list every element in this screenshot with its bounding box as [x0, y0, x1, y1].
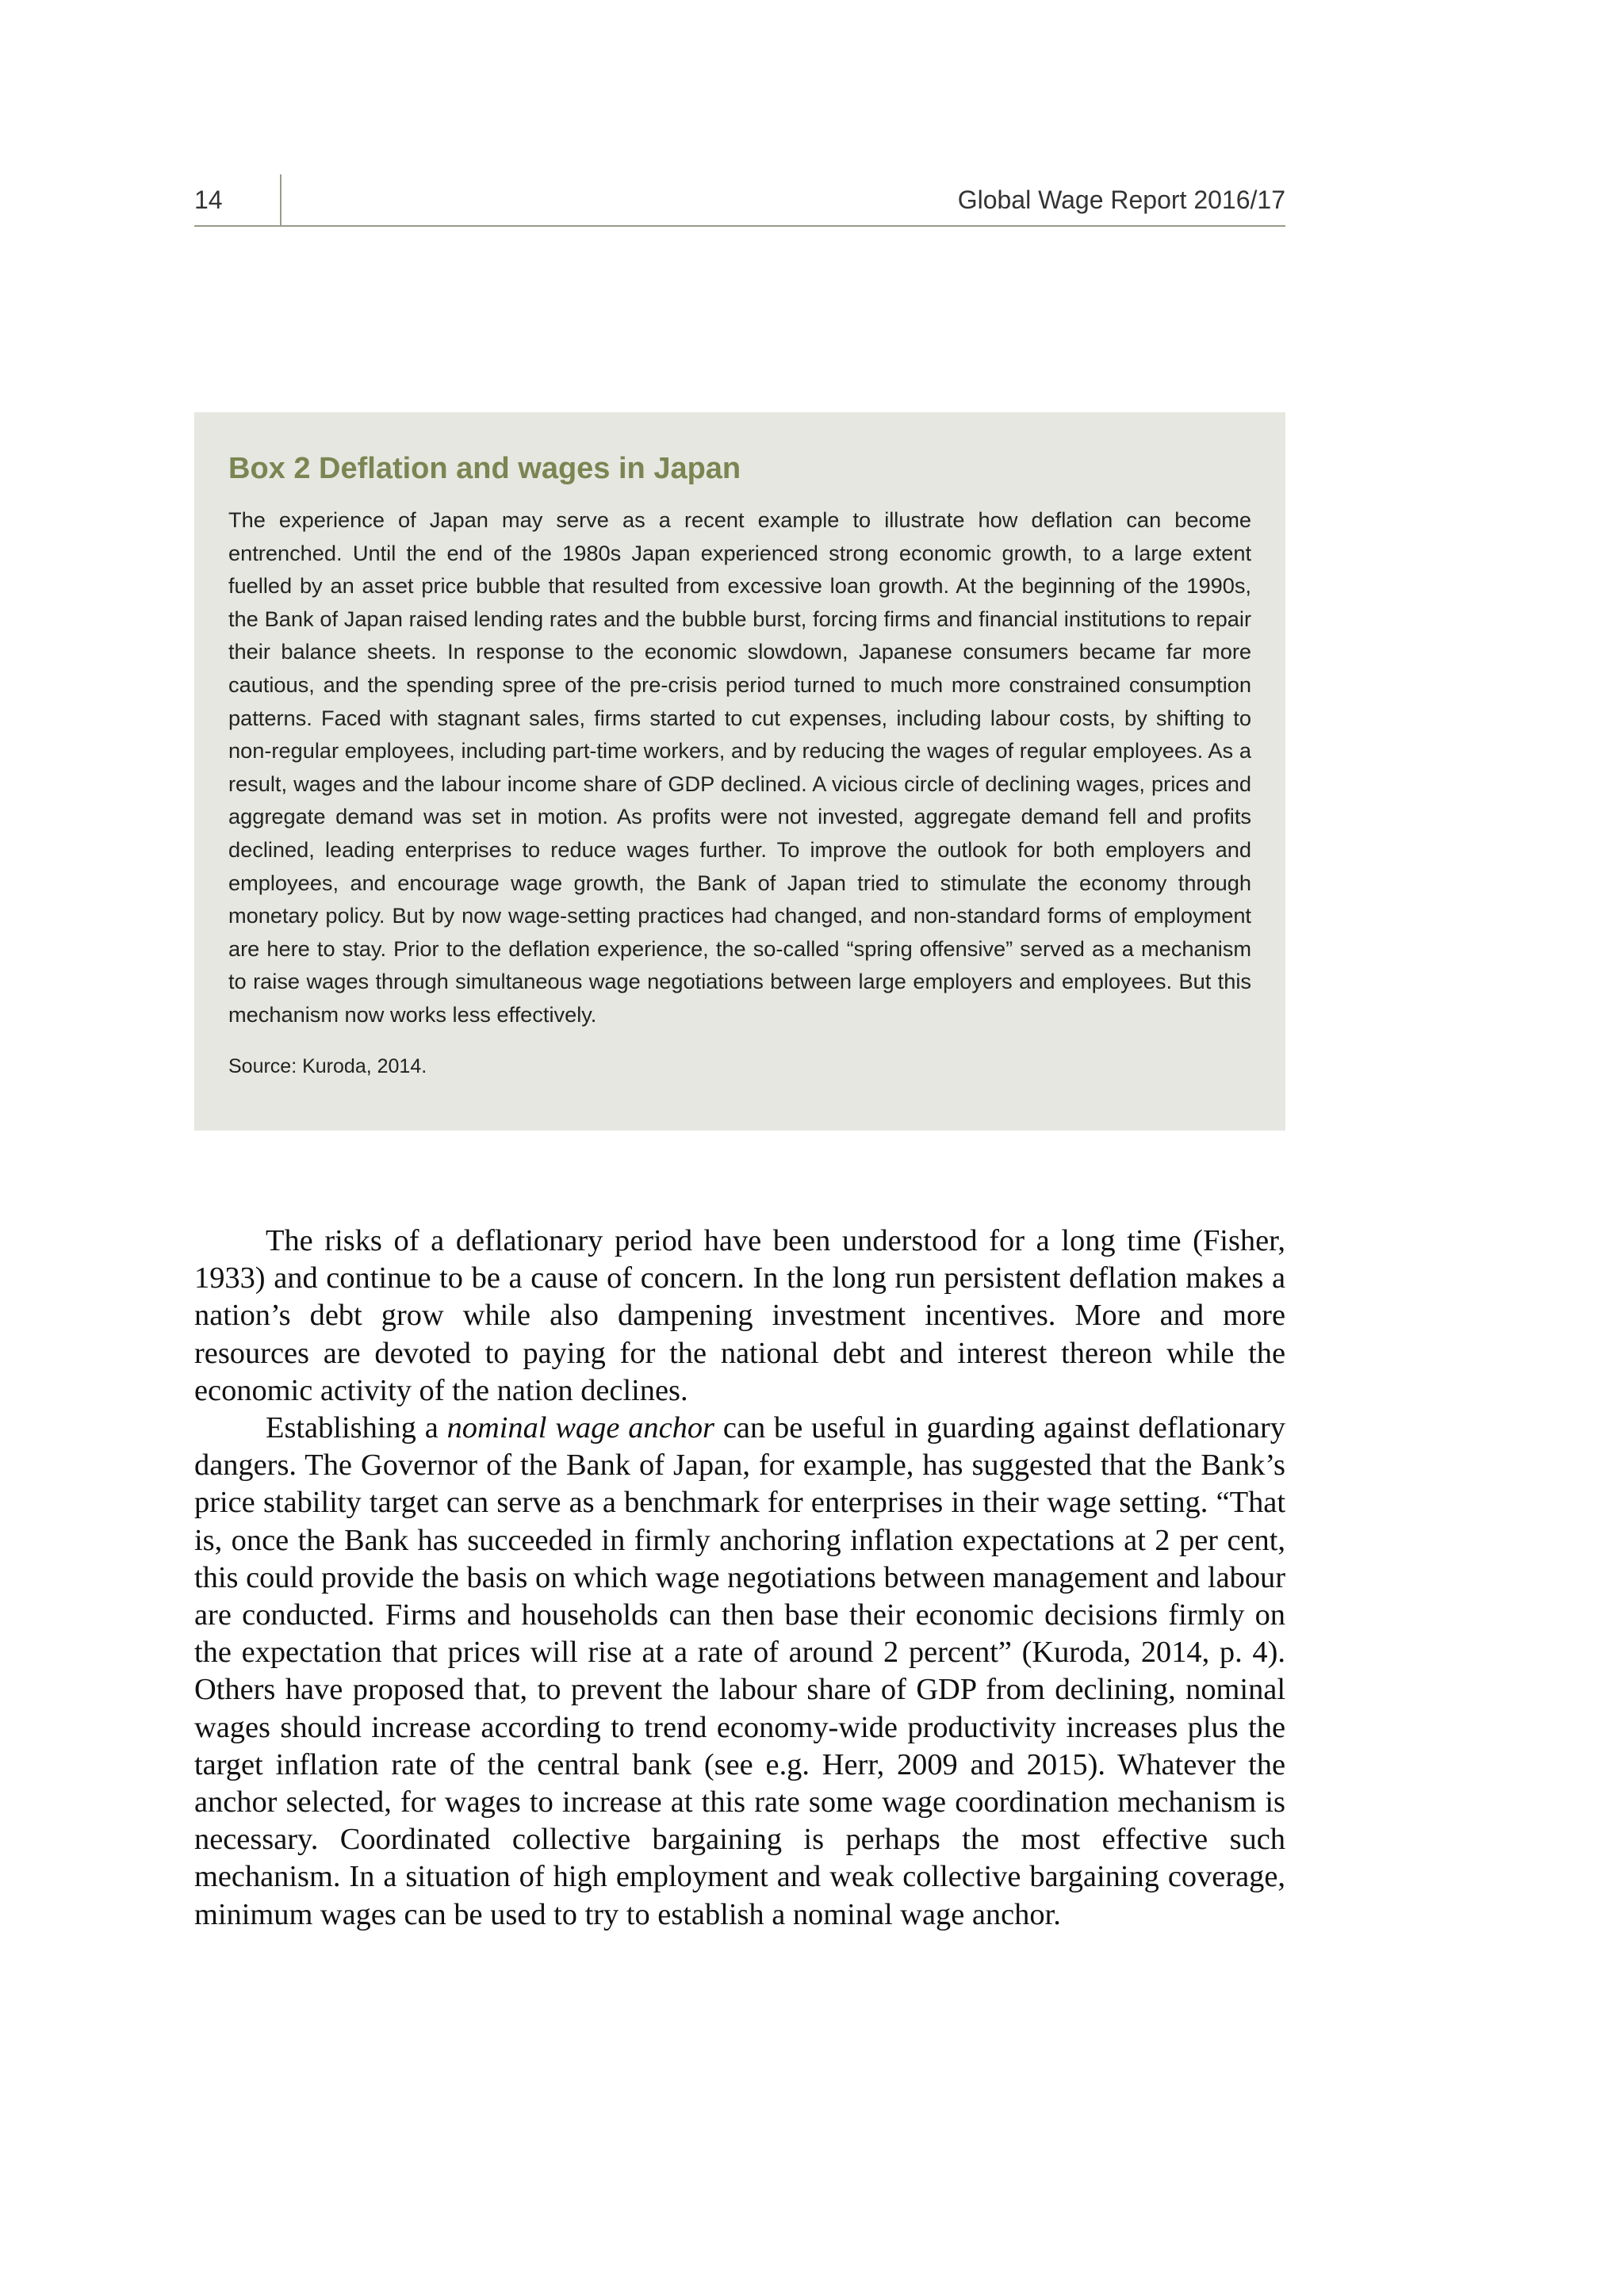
paragraph-1: The risks of a deflationary period have been understood for a long time (Fisher, 1933) and continue to be a cause of concern. In the long run persistent deflation makes a nation’s debt grow while also dampening investment incentives. More and more resources are devoted to paying for the national debt and interest thereon while the economic activity of the nation declines.: [194, 1224, 1285, 1407]
nominal-wage-anchor-term: nominal wage anchor: [446, 1411, 714, 1445]
main-text: [194, 1223, 1285, 1934]
box-source: Source: Kuroda, 2014.: [228, 1054, 427, 1077]
paragraph-2-rest: can be useful in guarding against deflationary dangers. The Governor of the Bank of Japan, for example, has suggested that the Bank’s price stability target can serve as a benchmark for enterprises in their wage setting. “That is, once the Bank has succeeded in firmly anchoring inflation expectations at 2 per cent, this could provide the basis on which wage negotiations between management and labour are conducted. Firms and households can then base their economic decisions firmly on the expectation that prices will rise at a rate of around 2 percent” (Kuroda, 2014, p. 4). Others have proposed that, to prevent the labour share of GDP from declining, nominal wages should increase according to trend economy-wide productivity increases plus the target inflation rate of the central bank (see e.g. Herr, 2009 and 2015). Whatever the anchor selected, for wages to increase at this rate some wage coordination mechanism is necessary. Coordinated collective bargaining is perhaps the most effective such mechanism. In a situation of high employment and weak collective bargaining coverage, minimum wages can be used to try to establish a nominal wage anchor.: [194, 1411, 1285, 1931]
page-number: 14: [194, 186, 223, 214]
paragraph-2: [194, 1410, 1285, 1934]
paragraph-2-start: Establishing a: [266, 1411, 447, 1445]
box-title: Box 2 Deflation and wages in Japan: [228, 452, 741, 485]
box-body: The experience of Japan may serve as a recent example to illustrate how deflation can become entrenched. Until the end of the 1980s Japan experienced strong economic growth, to a large extent fuelled by an asset price bubble that resulted from excessive loan growth. At the beginning of the 1990s, the Bank of Japan raised lending rates and the bubble burst, forcing firms and financial institutions to repair their balance sheets. In response to the economic slowdown, Japanese consumers became far more cautious, and the spending spree of the pre-crisis period turned to much more constrained consumption patterns. Faced with stagnant sales, firms started to cut expenses, including labour costs, by shifting to non-regular employees, including part-time workers, and by reducing the wages of regular employees. As a result, wages and the labour income share of GDP declined. A vicious circle of declining wages, prices and aggregate demand was set in motion. As profits were not invested, aggregate demand fell and profits declined, leading enterprises to reduce wages further. To improve the outlook for both employers and employees, and encourage wage growth, the Bank of Japan tried to stimulate the economy through monetary policy. But by now wage-setting practices had changed, and non-standard forms of employment are here to stay. Prior to the deflation experience, the so-called “spring offensive” served as a mechanism to raise wages through simultaneous wage negotiations between large employers and employees. But this mechanism now works less effectively.: [228, 507, 1251, 1027]
running-title: Global Wage Report 2016/17: [957, 186, 1285, 214]
box-deflation-japan: [194, 412, 1285, 1131]
page-header: [194, 174, 1285, 227]
header-divider: [280, 174, 282, 227]
